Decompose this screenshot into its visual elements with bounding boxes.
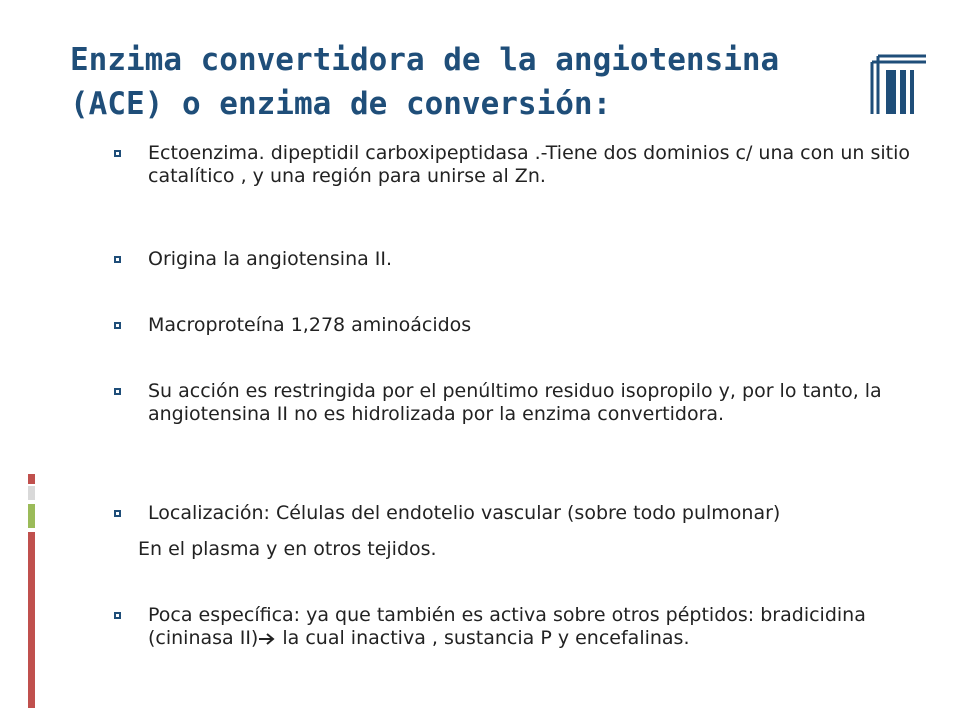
decorative-corner-lines-icon: [868, 42, 928, 116]
bullet-text: Poca específica: ya que también es activa sobre otros péptidos: bradicidina (cininasa II): [148, 604, 866, 649]
bullet-text: Origina la angiotensina II.: [148, 248, 393, 270]
slide-title-line-2: (ACE) o enzima de conversión:: [70, 86, 612, 122]
bullet-text: Ectoenzima. dipeptidil carboxipeptidasa .-Tiene dos dominios c/ una con un sitio catalítico , y una región para unirse al Zn.: [148, 142, 910, 187]
continuation-text: En el plasma y en otros tejidos.: [138, 538, 437, 560]
square-bullet-icon: [114, 510, 121, 517]
accent-bar-light: [28, 486, 35, 500]
bullet-text: Su acción es restringida por el penúltimo residuo isopropilo y, por lo tanto, la angiotensina II no es hidrolizada por la enzima convertidora.: [148, 380, 882, 425]
bullet-item: [110, 380, 910, 426]
square-bullet-icon: [114, 322, 121, 329]
slide-title-line-1: Enzima convertidora de la angiotensina: [70, 42, 780, 78]
bullet-text-after-arrow: la cual inactiva , sustancia P y encefalinas.: [276, 627, 690, 649]
square-bullet-icon: [114, 150, 121, 157]
bullet-item: [110, 502, 780, 525]
accent-bar-red-top: [28, 474, 35, 484]
bullet-item: [110, 142, 910, 188]
accent-bar-green: [28, 504, 35, 528]
bullet-item: [110, 314, 471, 337]
square-bullet-icon: [114, 388, 121, 395]
bullet-text: Macroproteína 1,278 aminoácidos: [148, 314, 472, 336]
continuation-line: [110, 538, 437, 561]
bullet-item: [110, 248, 392, 271]
bullet-item: [110, 604, 910, 650]
square-bullet-icon: [114, 256, 121, 263]
right-arrow-icon: [258, 633, 276, 645]
slide-title: [70, 38, 870, 126]
square-bullet-icon: [114, 612, 121, 619]
bullet-text: Localización: Células del endotelio vascular (sobre todo pulmonar): [148, 502, 781, 524]
accent-bar-red-bottom: [28, 532, 35, 708]
